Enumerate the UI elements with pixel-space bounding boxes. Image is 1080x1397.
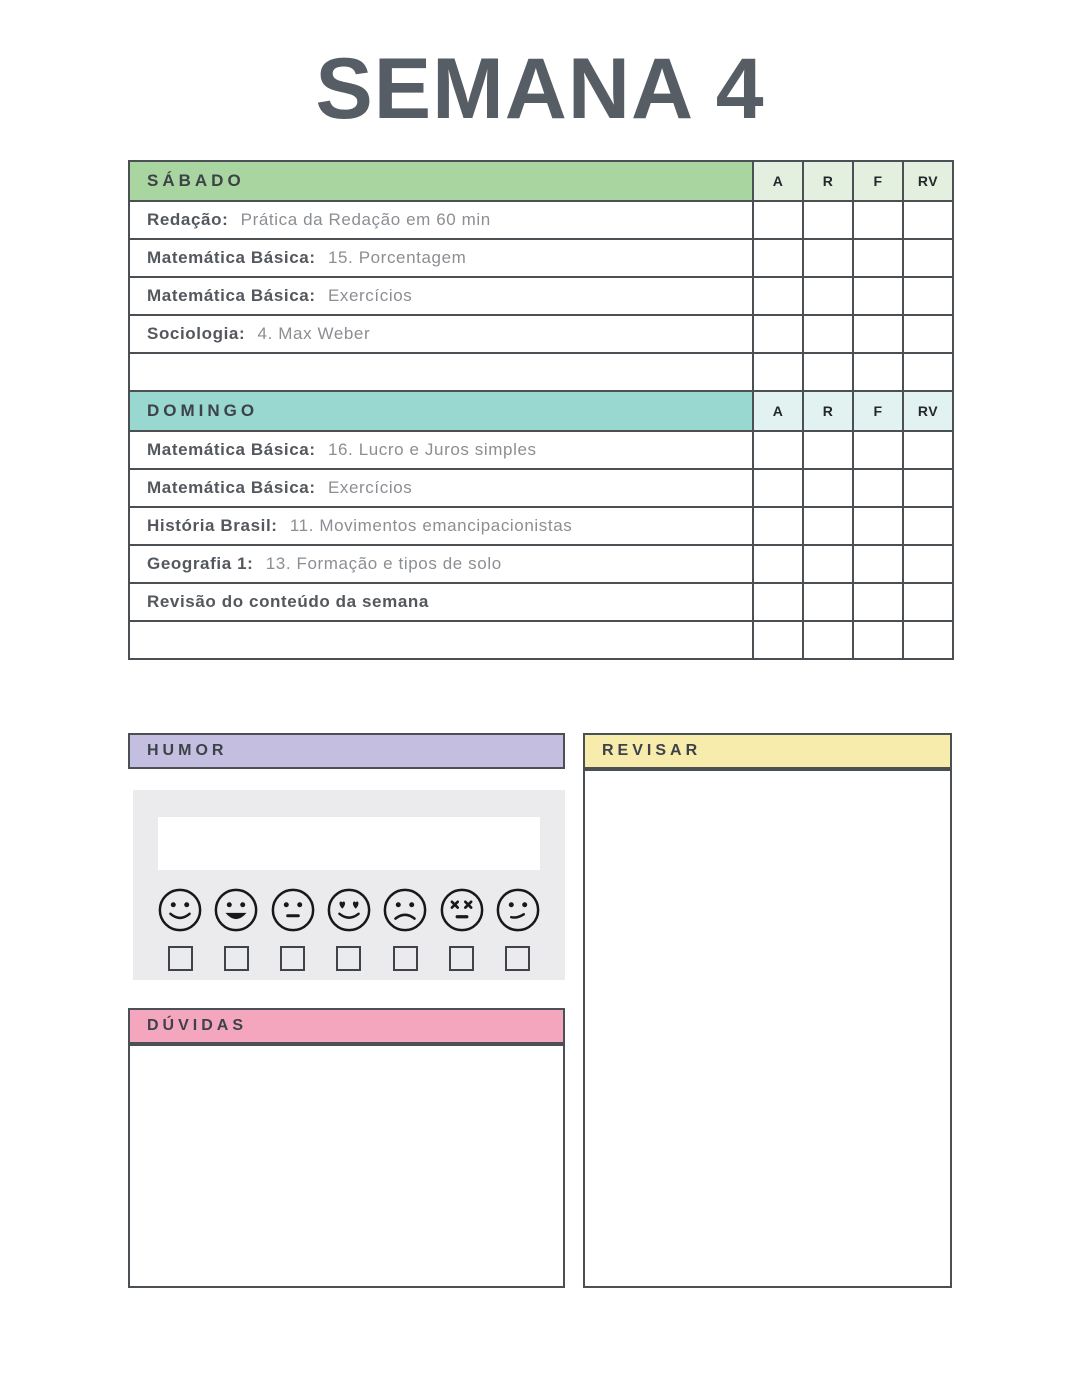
check-cell-rv[interactable] bbox=[903, 621, 953, 659]
check-cell-r[interactable] bbox=[803, 277, 853, 315]
humor-section-header bbox=[128, 733, 565, 769]
column-header-rv: RV bbox=[903, 161, 953, 201]
check-cell-r[interactable] bbox=[803, 315, 853, 353]
check-cell-rv[interactable] bbox=[903, 353, 953, 391]
check-cell-rv[interactable] bbox=[903, 239, 953, 277]
check-cell-rv[interactable] bbox=[903, 469, 953, 507]
page-title: SEMANA 4 bbox=[315, 41, 765, 137]
check-cell-f[interactable] bbox=[853, 353, 903, 391]
duvidas-notes-area[interactable] bbox=[128, 1044, 565, 1288]
table-row bbox=[129, 277, 953, 315]
check-cell-a[interactable] bbox=[753, 431, 803, 469]
check-cell-f[interactable] bbox=[853, 431, 903, 469]
humor-checkbox-skeptical[interactable] bbox=[505, 946, 530, 971]
humor-checkbox-frown[interactable] bbox=[393, 946, 418, 971]
check-cell-rv[interactable] bbox=[903, 431, 953, 469]
column-header-r: R bbox=[803, 161, 853, 201]
task-subject: Revisão do conteúdo da semana bbox=[147, 592, 429, 611]
check-cell-r[interactable] bbox=[803, 583, 853, 621]
table-row-empty bbox=[129, 353, 953, 391]
task-subject: Matemática Básica: bbox=[147, 478, 316, 497]
check-cell-f[interactable] bbox=[853, 277, 903, 315]
check-cell-f[interactable] bbox=[853, 583, 903, 621]
humor-mood-icons bbox=[133, 870, 565, 933]
dizzy-face-icon bbox=[439, 887, 485, 933]
check-cell-rv[interactable] bbox=[903, 583, 953, 621]
column-header-f: F bbox=[853, 161, 903, 201]
check-cell-a[interactable] bbox=[753, 201, 803, 239]
task-description: 13. Formação e tipos de solo bbox=[265, 554, 502, 573]
table-row bbox=[129, 239, 953, 277]
check-cell-r[interactable] bbox=[803, 201, 853, 239]
check-cell-f[interactable] bbox=[853, 469, 903, 507]
task-subject: Geografia 1: bbox=[147, 554, 254, 573]
task-subject: Redação: bbox=[147, 210, 229, 229]
check-cell-r[interactable] bbox=[803, 545, 853, 583]
task-description: Prática da Redação em 60 min bbox=[240, 210, 491, 229]
smile-face-icon bbox=[157, 887, 203, 933]
table-row bbox=[129, 545, 953, 583]
check-cell-f[interactable] bbox=[853, 201, 903, 239]
section-title-domingo: DOMINGO bbox=[129, 391, 753, 431]
check-cell-r[interactable] bbox=[803, 239, 853, 277]
check-cell-f[interactable] bbox=[853, 239, 903, 277]
humor-note-field[interactable] bbox=[158, 817, 540, 870]
heart-eyes-face-icon bbox=[326, 887, 372, 933]
check-cell-a[interactable] bbox=[753, 277, 803, 315]
column-header-r: R bbox=[803, 391, 853, 431]
table-row bbox=[129, 583, 953, 621]
table-row bbox=[129, 507, 953, 545]
check-cell-rv[interactable] bbox=[903, 277, 953, 315]
task-description: 4. Max Weber bbox=[257, 324, 371, 343]
duvidas-section-header bbox=[128, 1008, 565, 1044]
table-row bbox=[129, 431, 953, 469]
humor-checkbox-heart-eyes[interactable] bbox=[336, 946, 361, 971]
check-cell-a[interactable] bbox=[753, 621, 803, 659]
weekly-schedule-table bbox=[128, 160, 954, 660]
check-cell-rv[interactable] bbox=[903, 315, 953, 353]
check-cell-f[interactable] bbox=[853, 315, 903, 353]
task-description: 16. Lucro e Juros simples bbox=[327, 440, 537, 459]
check-cell-r[interactable] bbox=[803, 469, 853, 507]
table-row bbox=[129, 315, 953, 353]
humor-title: HUMOR bbox=[147, 742, 228, 759]
check-cell-f[interactable] bbox=[853, 545, 903, 583]
check-cell-a[interactable] bbox=[753, 353, 803, 391]
duvidas-title: DÚVIDAS bbox=[147, 1017, 248, 1034]
section-header-domingo bbox=[129, 391, 953, 431]
table-row bbox=[129, 201, 953, 239]
column-header-a: A bbox=[753, 161, 803, 201]
check-cell-rv[interactable] bbox=[903, 507, 953, 545]
frown-face-icon bbox=[382, 887, 428, 933]
task-description: Exercícios bbox=[327, 286, 413, 305]
task-subject: Matemática Básica: bbox=[147, 440, 316, 459]
table-row-empty bbox=[129, 621, 953, 659]
check-cell-a[interactable] bbox=[753, 239, 803, 277]
check-cell-r[interactable] bbox=[803, 507, 853, 545]
grin-face-icon bbox=[213, 887, 259, 933]
table-row bbox=[129, 469, 953, 507]
check-cell-r[interactable] bbox=[803, 353, 853, 391]
revisar-title: REVISAR bbox=[602, 742, 702, 759]
check-cell-r[interactable] bbox=[803, 621, 853, 659]
check-cell-a[interactable] bbox=[753, 469, 803, 507]
task-description: Exercícios bbox=[327, 478, 413, 497]
revisar-section-header bbox=[583, 733, 952, 769]
check-cell-rv[interactable] bbox=[903, 201, 953, 239]
check-cell-a[interactable] bbox=[753, 315, 803, 353]
task-subject: Matemática Básica: bbox=[147, 248, 316, 267]
column-header-rv: RV bbox=[903, 391, 953, 431]
check-cell-r[interactable] bbox=[803, 431, 853, 469]
section-title-sabado: SÁBADO bbox=[129, 161, 753, 201]
skeptical-face-icon bbox=[495, 887, 541, 933]
humor-checkbox-smile[interactable] bbox=[168, 946, 193, 971]
check-cell-a[interactable] bbox=[753, 507, 803, 545]
task-description: 15. Porcentagem bbox=[327, 248, 467, 267]
humor-checkbox-neutral[interactable] bbox=[280, 946, 305, 971]
task-description: 11. Movimentos emancipacionistas bbox=[289, 516, 573, 535]
task-subject: Sociologia: bbox=[147, 324, 246, 343]
column-header-a: A bbox=[753, 391, 803, 431]
column-header-f: F bbox=[853, 391, 903, 431]
humor-checkboxes bbox=[133, 933, 565, 971]
humor-tracker bbox=[133, 790, 565, 980]
check-cell-rv[interactable] bbox=[903, 545, 953, 583]
task-subject: História Brasil: bbox=[147, 516, 278, 535]
check-cell-a[interactable] bbox=[753, 583, 803, 621]
check-cell-f[interactable] bbox=[853, 621, 903, 659]
neutral-face-icon bbox=[270, 887, 316, 933]
humor-checkbox-grin[interactable] bbox=[224, 946, 249, 971]
revisar-notes-area[interactable] bbox=[583, 769, 952, 1288]
section-header-sabado bbox=[129, 161, 953, 201]
task-subject: Matemática Básica: bbox=[147, 286, 316, 305]
check-cell-f[interactable] bbox=[853, 507, 903, 545]
check-cell-a[interactable] bbox=[753, 545, 803, 583]
humor-checkbox-dizzy[interactable] bbox=[449, 946, 474, 971]
